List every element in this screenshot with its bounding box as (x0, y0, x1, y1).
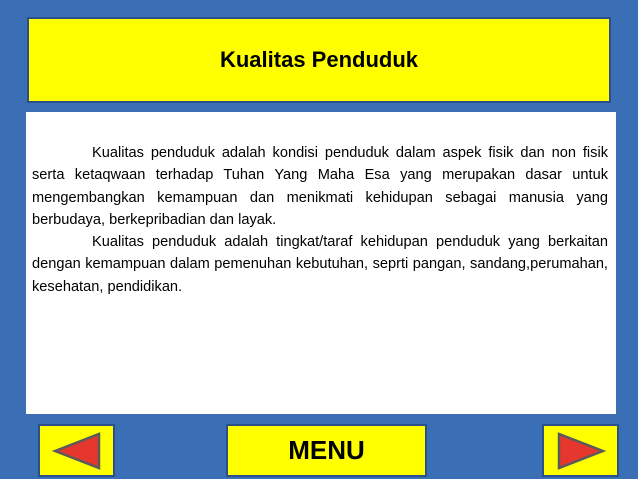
paragraph-2-text: Kualitas penduduk adalah tingkat/taraf kehidupan penduduk yang berkaitan dengan kemampuan dalam pemenuhan kebutuhan, seprti pangan, sandang,perumahan, kesehatan, pendidikan. (32, 234, 608, 295)
paragraph-1-text: Kualitas penduduk adalah kondisi penduduk dalam aspek fisik dan non fisik serta ketaqwaan terhadap Tuhan Yang Maha Esa yang merupakan dasar untuk mengembangkan kemampuan dan menikmati kehidupan sebagai manusia yang berbudaya, berkepribadian dan layak. (32, 145, 608, 228)
content-panel (26, 112, 616, 414)
menu-label: MENU (288, 435, 365, 465)
next-button[interactable] (542, 424, 619, 477)
right-triangle-icon (556, 432, 606, 470)
paragraph-1 (32, 142, 608, 231)
title-banner (27, 17, 611, 103)
page-title: Kualitas Penduduk (219, 47, 419, 72)
prev-button[interactable] (38, 424, 115, 477)
left-triangle-icon (52, 432, 102, 470)
menu-button[interactable] (226, 424, 427, 477)
paragraph-2 (32, 231, 608, 298)
